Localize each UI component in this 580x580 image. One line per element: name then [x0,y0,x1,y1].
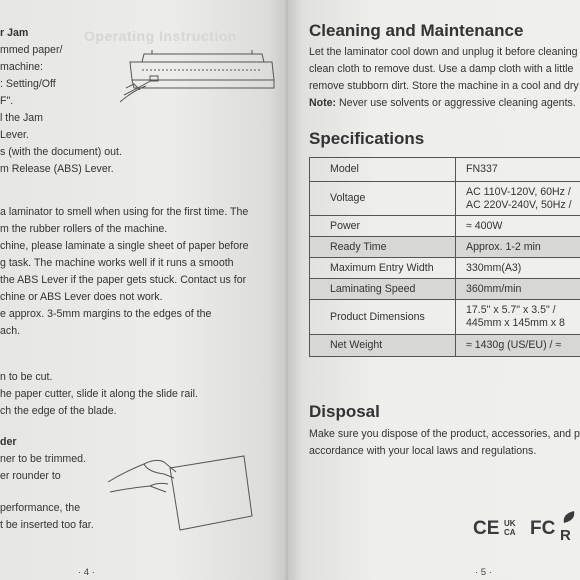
fcc-mark-icon: FC [530,518,556,539]
spec-value-multiline [456,182,580,216]
note-line: the ABS Lever if the paper gets stuck. Contact us for [0,274,247,286]
spec-row [310,335,580,357]
ghost-heading: Operating Instruction [84,28,237,44]
right-page [288,0,580,580]
spec-label: Power [310,216,456,237]
spec-value: FN337 [456,158,580,182]
jam-line: r Jam [0,27,29,39]
spec-row [310,300,580,335]
spec-value: ≈ 400W [456,216,580,237]
spec-value: ≈ 1430g (US/EU) / ≈ [456,335,580,357]
spec-label: Product Dimensions [310,300,456,335]
spec-value: Approx. 1-2 min [456,237,580,258]
rounder-line: t be inserted too far. [0,519,94,531]
note-line: m the rubber rollers of the machine. [0,223,168,235]
cleaning-note [309,95,579,112]
disposal-line: accordance with your local laws and regulations. [309,445,537,457]
spec-value: 445mm x 145mm x 8 [466,317,565,329]
note-line: ach. [0,325,21,337]
jam-line: l the Jam [0,112,43,124]
note-line: chine, please laminate a single sheet of paper before [0,240,249,252]
jam-line: F". [0,95,14,107]
rounder-line: er rounder to [0,470,61,482]
cutter-line: n to be cut. [0,371,53,383]
cleaning-line: Let the laminator cool down and unplug it before cleaning [309,46,578,58]
cutter-instructions [0,369,286,420]
rohs-letter: R [560,527,571,544]
spec-row [310,216,580,237]
cleaning-title: Cleaning and Maintenance [309,21,524,40]
note-label: Note: [309,97,337,109]
spec-row [310,237,580,258]
spec-label: Laminating Speed [310,279,456,300]
note-line: e approx. 3-5mm margins to the edges of the [0,308,212,320]
spec-label: Voltage [310,182,456,216]
disposal-title: Disposal [309,402,380,421]
jam-line: : Setting/Off [0,78,56,90]
spec-value: 330mm(A3) [456,258,580,279]
spec-value: AC 110V-120V, 60Hz / [466,185,571,198]
jam-line: Lever. [0,129,29,141]
spec-row [310,182,580,216]
spec-value: 360mm/min [456,279,580,300]
note-line: a laminator to smell when using for the first time. The [0,206,249,218]
disposal-line: Make sure you dispose of the product, accessories, and p [309,428,580,440]
jam-line: m Release (ABS) Lever. [0,163,114,175]
cutter-line: ch the edge of the blade. [0,405,117,417]
specifications-title: Specifications [309,129,425,148]
page-number-left: · 4 · [78,567,95,578]
jam-line: s (with the document) out. [0,146,122,158]
spec-value: 17.5" x 5.7" x 3.5" / [466,304,556,316]
spec-label: Maximum Entry Width [310,258,456,279]
ce-mark-icon: CE [473,518,500,539]
spec-label: Model [310,158,456,182]
rounder-line: performance, the [0,502,81,514]
cleaning-line: clean cloth to remove dust. Use a damp cloth with a little [309,63,574,75]
cleaning-text [309,44,579,112]
hand-card-illustration [104,448,254,538]
disposal-text [309,426,580,460]
note-text: Never use solvents or aggressive cleaning agents. [336,97,576,109]
note-line: g task. The machine works well if it runs a smooth [0,257,234,269]
leaf-icon [560,510,580,524]
note-line: chine or ABS Lever does not work. [0,291,163,303]
jam-line: machine: [0,61,43,73]
spec-row [310,158,580,182]
jam-line: mmed paper/ [0,44,63,56]
first-use-notes [0,204,286,340]
rounder-heading: der [0,436,17,448]
spec-label: Ready Time [310,237,456,258]
cutter-line: he paper cutter, slide it along the slide rail. [0,388,198,400]
rounder-line: ner to be trimmed. [0,453,86,465]
laminator-illustration [112,40,282,110]
spec-row [310,258,580,279]
rohs-mark-icon [560,510,580,544]
left-page [0,0,286,580]
ukca-mark-icon: UK CA [504,519,516,537]
cleaning-line: remove stubborn dirt. Store the machine in a cool and dry [309,80,579,92]
spec-label: Net Weight [310,335,456,357]
spec-value-multiline [456,300,580,335]
page-number-right: · 5 · [475,567,492,578]
spec-row [310,279,580,300]
spec-value: AC 220V-240V, 50Hz / [466,198,572,211]
specifications-table [309,157,580,357]
